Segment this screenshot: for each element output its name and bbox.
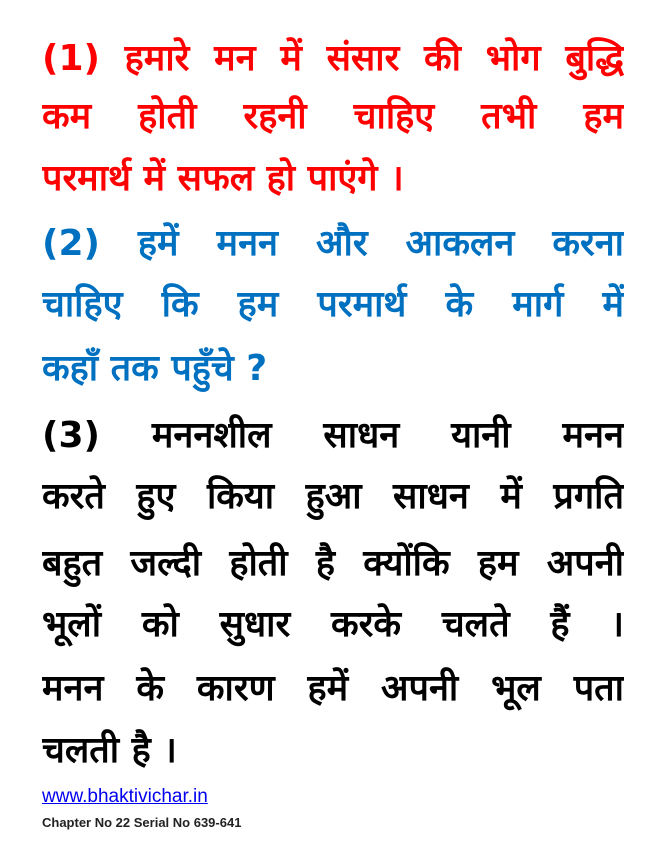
website-link[interactable]: www.bhaktivichar.in: [42, 786, 208, 807]
point-1-line-3: परमार्थ में सफल हो पाएंगे ।: [42, 158, 404, 199]
point-3-line-2: करते हुए किया हुआ साधन में प्रगति: [42, 476, 624, 517]
point-3-line-4: भूलों को सुधार करके चलते हैं ।: [42, 604, 624, 645]
chapter-serial-label: Chapter No 22 Serial No 639-641: [42, 815, 242, 830]
point-3-line-5: मनन के कारण हमें अपनी भूल पता: [42, 668, 624, 709]
point-2-line-1: (2) हमें मनन और आकलन करना: [42, 223, 624, 264]
point-3-line-1: (3) मननशील साधन यानी मनन: [42, 415, 624, 456]
point-2-line-3: कहाँ तक पहुँचे ?: [42, 348, 268, 389]
point-1-line-1: (1) हमारे मन में संसार की भोग बुद्धि: [42, 38, 624, 79]
point-2-line-2: चाहिए कि हम परमार्थ के मार्ग में: [42, 284, 624, 325]
point-3-line-3: बहुत जल्दी होती है क्योंकि हम अपनी: [42, 543, 624, 584]
point-3-line-6: चलती है ।: [42, 730, 177, 771]
point-1-line-2: कम होती रहनी चाहिए तभी हम: [42, 96, 624, 137]
